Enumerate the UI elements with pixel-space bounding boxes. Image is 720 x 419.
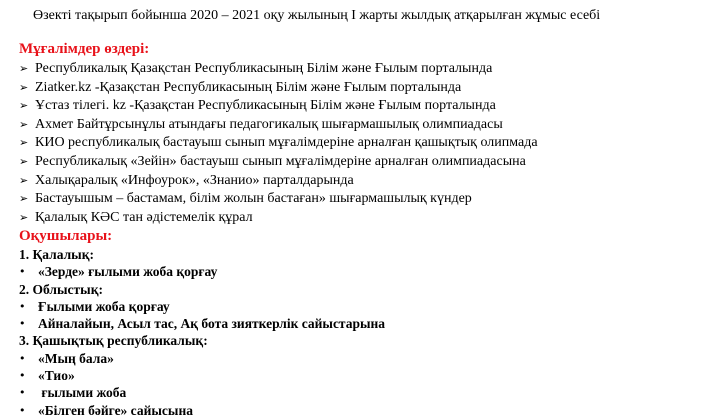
list-item: ➢ Бастауышым – бастамам, білім жолын бастаған» шығармашылық күндер [19, 190, 538, 209]
section-label: 2. Облыстық: [19, 281, 103, 297]
list-item: ➢ Қалалық КӘС тан әдістемелік құрал [19, 209, 538, 228]
arrow-bullet-icon: ➢ [19, 117, 29, 131]
bullet-icon: • [19, 369, 26, 383]
arrow-bullet-icon: ➢ [19, 173, 29, 187]
list-item: • Ғылыми жоба қорғау [19, 298, 170, 314]
bullet-icon: • [19, 317, 26, 331]
list-item: ➢ Ziatker.kz -Қазақстан Республикасының Білім және Ғылым порталында [19, 79, 538, 98]
arrow-bullet-icon: ➢ [19, 99, 29, 113]
list-item: • «Тио» [19, 368, 75, 384]
list-item: ➢ Халықаралық «Инфоурок», «Знанио» парталдарында [19, 172, 538, 191]
list-item: ➢ Республикалық Қазақстан Республикасының Білім және Ғылым порталында [19, 60, 538, 79]
list-item: • Айналайын, Асыл тас, Ақ бота зияткерлік сайыстарына [19, 316, 386, 332]
arrow-bullet-icon: ➢ [19, 192, 29, 206]
section-label: 3. Қашықтық республикалық: [19, 333, 208, 349]
bullet-icon: • [19, 265, 26, 279]
list-item: ➢ Ахмет Байтұрсынұлы атындағы педагогикалық шығармашылық олимпиадасы [19, 116, 538, 135]
bullet-icon: • [19, 351, 26, 365]
teachers-heading: Мұғалімдер өздері: [19, 41, 150, 57]
list-item: • ғылыми жоба [19, 385, 127, 401]
arrow-bullet-icon: ➢ [19, 210, 29, 224]
document-title: Өзекті тақырып бойынша 2020 – 2021 оқу жылының І жарты жылдық атқарылған жұмыс есебі [33, 8, 601, 23]
bullet-icon: • [19, 386, 26, 400]
list-item: • «Зерде» ғылыми жоба қорғау [19, 264, 218, 280]
list-item: ➢ Республикалық «Зейін» бастауыш сынып мұғалімдеріне арналған олимпиадасына [19, 153, 538, 172]
section-label: 1. Қалалық: [19, 247, 94, 262]
arrow-bullet-icon: ➢ [19, 62, 29, 75]
arrow-bullet-icon: ➢ [19, 154, 29, 168]
bullet-icon: • [19, 299, 26, 313]
arrow-bullet-icon: ➢ [19, 80, 29, 94]
list-item: ➢ КИО республикалық бастауыш сынып мұғалімдеріне арналған қашықтық олипмада [19, 134, 538, 153]
students-list [19, 246, 385, 419]
list-item: • «Мың бала» [19, 350, 114, 366]
list-item: ➢ Ұстаз тілегі. kz -Қазақстан Республикасының Білім және Ғылым порталында [19, 97, 538, 116]
list-item: • «Білген бәйге» сайысына [19, 402, 193, 418]
teachers-list [19, 60, 538, 227]
students-heading: Оқушылары: [19, 228, 113, 244]
arrow-bullet-icon: ➢ [19, 136, 29, 150]
bullet-icon: • [19, 403, 26, 417]
